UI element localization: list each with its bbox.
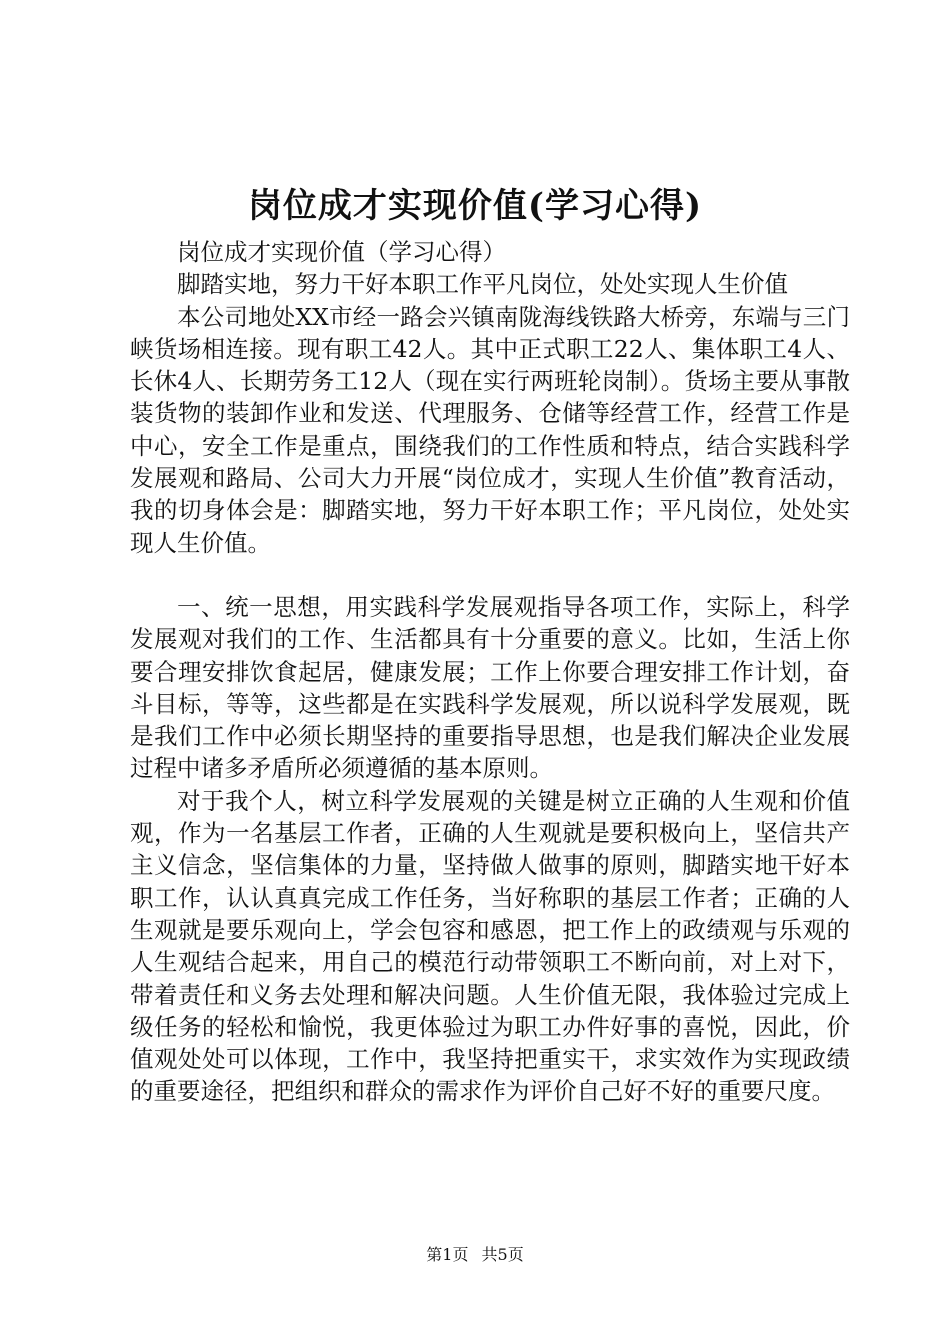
- paragraph-theme: 脚踏实地，努力干好本职工作平凡岗位，处处实现人生价值: [177, 270, 788, 299]
- paragraph-subtitle: 岗位成才实现价值（学习心得）: [177, 238, 506, 266]
- paragraph-company-intro: 本公司地处XX市经一路会兴镇南陇海线铁路大桥旁，东端与三门峡货场相连接。现有职工42人。其中正式职工22人、集体职工4人、长休4人、长期劳务工12人（现在实行两班轮岗制）。货场主要从事散装货物的装卸作业和发送、代理服务、仓储等经营工作，经营工作是中心，安全工作是重点，围绕我们的工作性质和特点，结合实践科学发展观和路局、公司大力开展“岗位成才，实现人生价值”教育活动，我的切身体会是：脚踏实地，努力干好本职工作；平凡岗位，处处实现人生价值。: [130, 302, 850, 557]
- document-body: [130, 236, 850, 1108]
- page-total: 共5页: [481, 1245, 524, 1264]
- page-footer: [0, 1244, 950, 1266]
- document-title: 岗位成才实现价值(学习心得): [247, 186, 703, 226]
- paragraph-personal-view: 对于我个人，树立科学发展观的关键是树立正确的人生观和价值观，作为一名基层工作者，正确的人生观就是要积极向上，坚信共产主义信念，坚信集体的力量，坚持做人做事的原则，脚踏实地干好本职工作，认认真真完成工作任务，当好称职的基层工作者；正确的人生观就是要乐观向上，学会包容和感恩，把工作上的政绩观与乐观的人生观结合起来，用自己的模范行动带领职工不断向前，对上对下，带着责任和义务去处理和解决问题。人生价值无限，我体验过完成上级任务的轻松和愉悦，我更体验过为职工办件好事的喜悦，因此，价值观处处可以体现，工作中，我坚持把重实干，求实效作为实现政绩的重要途径，把组织和群众的需求作为评价自己好不好的重要尺度。: [130, 786, 850, 1106]
- paragraph-section-one: 一、统一思想，用实践科学发展观指导各项工作，实际上，科学发展观对我们的工作、生活都具有十分重要的意义。比如，生活上你要合理安排饮食起居，健康发展；工作上你要合理安排工作计划，奋斗目标，等等，这些都是在实践科学发展观，所以说科学发展观，既是我们工作中必须长期坚持的重要指导思想，也是我们解决企业发展过程中诸多矛盾所必须遵循的基本原则。: [130, 592, 850, 783]
- page-number: 第1页: [426, 1245, 469, 1264]
